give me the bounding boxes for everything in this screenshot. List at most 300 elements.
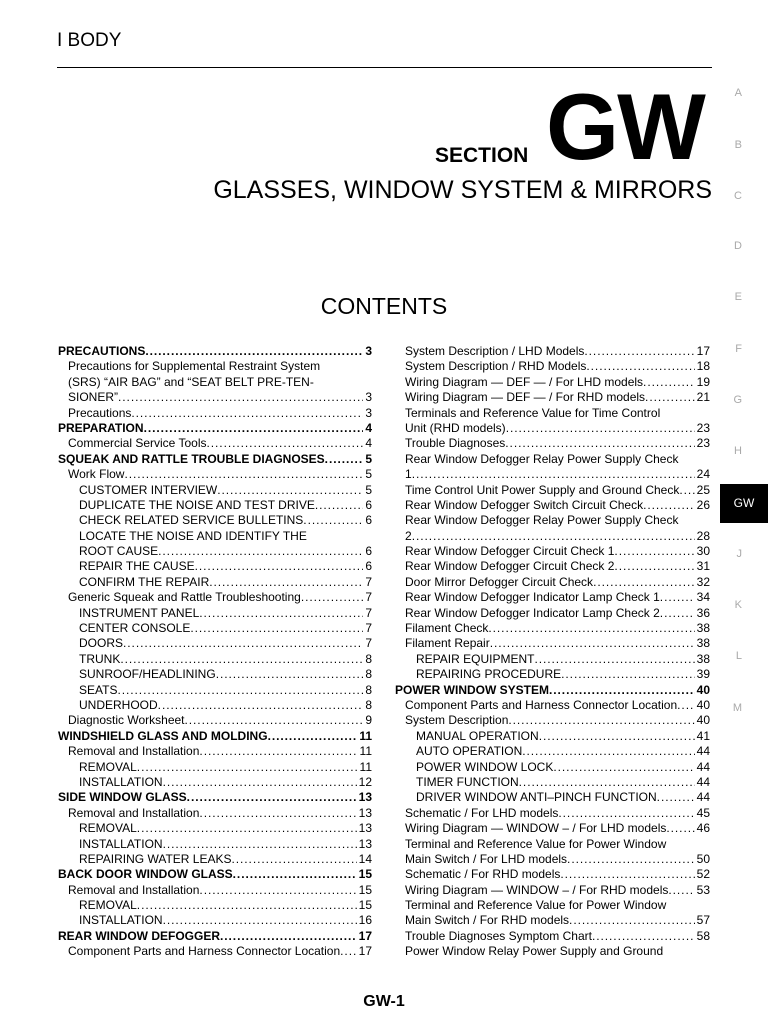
toc-entry-page: 21 [696, 390, 710, 405]
toc-entry-title: REPAIRING PROCEDURE [416, 667, 562, 682]
toc-entry-page: 23 [696, 420, 710, 435]
toc-entry[interactable] [58, 575, 372, 590]
toc-leader-dots [207, 436, 364, 451]
toc-entry-title: Component Parts and Harness Connector Location [405, 697, 678, 712]
section-word: SECTION [435, 144, 529, 167]
toc-entry[interactable] [395, 913, 710, 928]
toc-entry-title: Removal and Installation [68, 744, 200, 759]
side-index-letter[interactable]: H [734, 445, 742, 457]
toc-leader-dots [120, 652, 363, 667]
toc-leader-dots [584, 344, 694, 359]
toc-entry[interactable] [395, 790, 710, 805]
toc-entry-page: 39 [696, 667, 710, 682]
side-index-letter[interactable]: M [732, 702, 742, 714]
toc-entry-page: 5 [365, 467, 372, 482]
toc-entry-title: TIMER FUNCTION [416, 774, 519, 789]
toc-leader-dots [677, 698, 694, 713]
toc-leader-dots [522, 744, 694, 759]
toc-entry[interactable] [395, 390, 710, 405]
toc-leader-dots [519, 775, 695, 790]
toc-leader-dots [561, 667, 695, 682]
toc-entry[interactable] [58, 375, 372, 390]
toc-entry[interactable] [58, 636, 372, 651]
toc-entry-page: 38 [696, 651, 710, 666]
toc-entry-title: Main Switch / For LHD models [405, 851, 568, 866]
toc-entry-title: Trouble Diagnoses [405, 436, 506, 451]
toc-entry[interactable] [58, 590, 372, 605]
toc-leader-dots [145, 344, 363, 359]
toc-leader-dots [539, 729, 695, 744]
toc-entry-page: 52 [696, 867, 710, 882]
side-index-letter[interactable]: L [735, 650, 742, 662]
side-index-letter[interactable]: F [735, 343, 742, 355]
toc-leader-dots [117, 683, 363, 698]
toc-entry[interactable] [58, 359, 372, 374]
toc-entry[interactable] [395, 590, 710, 605]
toc-entry[interactable] [58, 436, 372, 451]
toc-leader-dots [660, 606, 695, 621]
toc-entry-page: 7 [365, 621, 372, 636]
side-index-active-tab[interactable]: GW [720, 484, 768, 523]
toc-entry[interactable] [395, 698, 710, 713]
toc-entry[interactable] [58, 760, 372, 775]
toc-leader-dots [199, 806, 356, 821]
toc-entry-title: POWER WINDOW LOCK [416, 759, 554, 774]
toc-leader-dots [163, 913, 357, 928]
toc-leader-dots [137, 821, 357, 836]
toc-entry-title: (SRS) “AIR BAG” and “SEAT BELT PRE-TEN- [68, 374, 314, 389]
toc-leader-dots [195, 559, 364, 574]
toc-entry-title: INSTALLATION [79, 774, 163, 789]
toc-entry-page: 8 [365, 697, 372, 712]
toc-entry-page: 6 [365, 513, 372, 528]
toc-entry-page: 17 [358, 928, 372, 943]
toc-entry-page: 40 [696, 713, 710, 728]
toc-entry[interactable] [395, 760, 710, 775]
toc-entry-page: 8 [365, 682, 372, 697]
toc-entry-page: 17 [358, 944, 372, 959]
toc-leader-dots [567, 852, 695, 867]
toc-entry-page: 57 [696, 913, 710, 928]
toc-leader-dots [199, 883, 356, 898]
toc-entry[interactable] [395, 775, 710, 790]
toc-entry[interactable] [58, 713, 372, 728]
toc-leader-dots [199, 606, 363, 621]
toc-entry-page: 6 [365, 559, 372, 574]
toc-leader-dots [233, 867, 357, 882]
toc-entry[interactable] [58, 390, 372, 405]
toc-entry-page: 6 [365, 544, 372, 559]
toc-leader-dots [666, 821, 694, 836]
toc-entry[interactable] [395, 806, 710, 821]
toc-entry[interactable] [395, 683, 710, 698]
toc-entry[interactable] [395, 837, 710, 852]
toc-leader-dots [592, 929, 695, 944]
toc-entry-title: Wiring Diagram — WINDOW – / For LHD models [405, 821, 667, 836]
toc-entry-title: DOORS [79, 636, 124, 651]
toc-leader-dots [315, 498, 363, 513]
toc-entry[interactable] [58, 944, 372, 959]
side-index-letter[interactable]: D [734, 240, 742, 252]
toc-leader-dots [549, 683, 695, 698]
toc-leader-dots [657, 790, 695, 805]
toc-entry[interactable] [395, 452, 710, 467]
toc-entry-page: 11 [359, 744, 372, 759]
toc-entry-title: Component Parts and Harness Connector Location [68, 944, 341, 959]
toc-entry-title: REMOVAL [79, 821, 137, 836]
toc-entry-title: Precautions [68, 405, 132, 420]
toc-entry[interactable] [395, 513, 710, 528]
toc-entry-title: Wiring Diagram — DEF — / For RHD models [405, 390, 646, 405]
toc-entry[interactable] [395, 344, 710, 359]
toc-entry-title: UNDERHOOD [79, 697, 158, 712]
toc-entry-page: 36 [696, 605, 710, 620]
toc-entry-page: 18 [696, 359, 710, 374]
toc-leader-dots [643, 375, 695, 390]
toc-entry-title: REPAIR EQUIPMENT [416, 651, 535, 666]
toc-entry-title: Rear Window Defogger Switch Circuit Check [405, 497, 644, 512]
toc-entry[interactable] [58, 852, 372, 867]
toc-entry-title: Rear Window Defogger Relay Power Supply Check [405, 451, 679, 466]
toc-entry-title: Removal and Installation [68, 805, 200, 820]
header-rule [57, 67, 712, 68]
side-index-letter[interactable]: C [734, 190, 742, 202]
toc-entry[interactable] [395, 621, 710, 636]
toc-entry-page: 13 [358, 821, 372, 836]
toc-entry-title: 1 [405, 467, 412, 482]
toc-entry-title: DRIVER WINDOW ANTI–PINCH FUNCTION [416, 790, 657, 805]
toc-entry-page: 3 [365, 344, 372, 358]
toc-entry-title: CHECK RELATED SERVICE BULLETINS [79, 513, 304, 528]
toc-entry[interactable] [58, 821, 372, 836]
toc-entry-page: 44 [696, 774, 710, 789]
toc-entry[interactable] [395, 821, 710, 836]
toc-entry[interactable] [395, 406, 710, 421]
toc-entry[interactable] [395, 483, 710, 498]
toc-entry-page: 44 [696, 759, 710, 774]
toc-entry-page: 24 [696, 467, 710, 482]
toc-entry[interactable] [58, 729, 372, 744]
toc-leader-dots [645, 390, 695, 405]
toc-entry-title: Wiring Diagram — WINDOW – / For RHD models [405, 882, 669, 897]
toc-entry[interactable] [58, 913, 372, 928]
toc-entry[interactable] [58, 929, 372, 944]
toc-entry-title: Rear Window Defogger Circuit Check 2 [405, 559, 615, 574]
toc-entry-title: AUTO OPERATION [416, 744, 523, 759]
toc-entry[interactable] [58, 452, 372, 467]
toc-entry-title: Door Mirror Defogger Circuit Check [405, 574, 594, 589]
toc-leader-dots [185, 713, 364, 728]
toc-entry-title: BACK DOOR WINDOW GLASS [58, 867, 233, 882]
toc-entry-page: 46 [696, 821, 710, 836]
toc-leader-dots [412, 467, 695, 482]
toc-entry[interactable] [58, 421, 372, 436]
toc-entry[interactable] [58, 837, 372, 852]
toc-entry[interactable] [395, 729, 710, 744]
toc-entry-page: 15 [358, 882, 372, 897]
toc-entry-title: PREPARATION [58, 420, 144, 435]
toc-leader-dots [325, 452, 364, 467]
toc-entry-title: MANUAL OPERATION [416, 728, 539, 743]
toc-entry[interactable] [395, 713, 710, 728]
toc-entry[interactable] [395, 652, 710, 667]
toc-entry-page: 25 [696, 482, 710, 497]
toc-leader-dots [560, 867, 694, 882]
toc-entry-page: 44 [696, 744, 710, 759]
toc-entry-title: WINDSHIELD GLASS AND MOLDING [58, 728, 268, 743]
toc-entry[interactable] [58, 698, 372, 713]
toc-leader-dots [137, 898, 357, 913]
toc-entry-page: 53 [696, 882, 710, 897]
toc-entry-title: INSTRUMENT PANEL [79, 605, 200, 620]
toc-leader-dots [231, 852, 356, 867]
toc-entry-page: 7 [365, 590, 372, 605]
toc-entry[interactable] [58, 498, 372, 513]
toc-entry-title: PRECAUTIONS [58, 344, 146, 358]
toc-entry-title: Terminal and Reference Value for Power Window [405, 898, 667, 913]
toc-entry[interactable] [58, 513, 372, 528]
toc-entry-title: LOCATE THE NOISE AND IDENTIFY THE [79, 528, 307, 543]
side-index-letter[interactable]: B [734, 139, 742, 151]
toc-entry[interactable] [58, 683, 372, 698]
toc-leader-dots [586, 359, 694, 374]
toc-entry-page: 28 [696, 528, 710, 543]
side-index-letter[interactable]: E [734, 291, 742, 303]
toc-entry-page: 31 [696, 559, 710, 574]
toc-entry[interactable] [58, 790, 372, 805]
toc-entry[interactable] [395, 544, 710, 559]
toc-right-column [395, 344, 710, 960]
toc-entry-title: TRUNK [79, 651, 121, 666]
toc-entry[interactable] [58, 483, 372, 498]
toc-leader-dots [534, 652, 694, 667]
toc-entry-page: 6 [365, 497, 372, 512]
toc-leader-dots [158, 698, 364, 713]
toc-entry-title: REAR WINDOW DEFOGGER [58, 928, 220, 943]
toc-entry[interactable] [395, 359, 710, 374]
toc-entry[interactable] [395, 636, 710, 651]
toc-entry-page: 44 [696, 790, 710, 805]
group-label: I BODY [57, 30, 122, 51]
toc-entry-page: 15 [358, 898, 372, 913]
toc-leader-dots [569, 913, 695, 928]
toc-entry-page: 13 [358, 836, 372, 851]
toc-entry[interactable] [395, 375, 710, 390]
toc-entry-title: DUPLICATE THE NOISE AND TEST DRIVE [79, 497, 315, 512]
toc-entry[interactable] [395, 667, 710, 682]
toc-leader-dots [508, 713, 694, 728]
toc-entry-title: REMOVAL [79, 759, 137, 774]
section-code: GW [546, 74, 704, 179]
toc-entry-title: POWER WINDOW SYSTEM [395, 682, 549, 697]
toc-entry-page: 7 [365, 605, 372, 620]
toc-leader-dots [124, 467, 363, 482]
toc-entry-page: 5 [365, 482, 372, 497]
toc-entry-title: INSTALLATION [79, 836, 163, 851]
toc-leader-dots [216, 667, 364, 682]
side-index-letter[interactable]: A [734, 87, 742, 99]
toc-leader-dots [488, 621, 694, 636]
toc-left-column [58, 344, 372, 960]
page-number: GW-1 [363, 993, 405, 1010]
toc-entry-page: 40 [696, 697, 710, 712]
toc-entry-title: Power Window Relay Power Supply and Ground [405, 944, 664, 959]
toc-entry[interactable] [58, 621, 372, 636]
toc-entry-title: Work Flow [68, 467, 125, 482]
toc-entry[interactable] [395, 867, 710, 882]
toc-entry-page: 7 [365, 636, 372, 651]
toc-entry-page: 23 [696, 436, 710, 451]
section-title: GLASSES, WINDOW SYSTEM & MIRRORS [213, 176, 712, 204]
toc-entry-page: 7 [365, 574, 372, 589]
toc-leader-dots [614, 544, 694, 559]
toc-entry-page: 38 [696, 636, 710, 651]
side-index-letter[interactable]: G [733, 394, 742, 406]
toc-entry-page: 12 [358, 774, 372, 789]
toc-entry-title: Generic Squeak and Rattle Troubleshooting [68, 590, 301, 605]
toc-entry[interactable] [395, 944, 710, 959]
side-index-letter[interactable]: K [734, 599, 742, 611]
toc-leader-dots [163, 775, 357, 790]
toc-entry-title: INSTALLATION [79, 913, 163, 928]
toc-entry-title: CUSTOMER INTERVIEW [79, 482, 218, 497]
toc-entry[interactable] [395, 929, 710, 944]
toc-entry-title: Terminal and Reference Value for Power Window [405, 836, 667, 851]
toc-leader-dots [217, 483, 363, 498]
toc-entry-title: Schematic / For LHD models [405, 805, 559, 820]
toc-entry[interactable] [58, 544, 372, 559]
toc-entry-title: Diagnostic Worksheet [68, 713, 185, 728]
toc-entry[interactable] [58, 652, 372, 667]
toc-leader-dots [118, 390, 363, 405]
toc-leader-dots [137, 760, 358, 775]
toc-leader-dots [668, 883, 694, 898]
toc-leader-dots [144, 421, 364, 436]
toc-entry-page: 40 [696, 682, 710, 697]
toc-entry[interactable] [58, 775, 372, 790]
toc-entry-title: Filament Check [405, 621, 489, 636]
toc-entry-title: Rear Window Defogger Circuit Check 1 [405, 544, 615, 559]
toc-entry[interactable] [58, 898, 372, 913]
toc-entry[interactable] [58, 606, 372, 621]
toc-entry[interactable] [395, 898, 710, 913]
toc-leader-dots [199, 744, 357, 759]
toc-entry-title: CONFIRM THE REPAIR [79, 574, 210, 589]
side-index [720, 0, 768, 1024]
toc-entry[interactable] [58, 406, 372, 421]
toc-entry-title: Schematic / For RHD models [405, 867, 561, 882]
toc-entry-title: Unit (RHD models) [405, 420, 506, 435]
toc-entry-page: 32 [696, 574, 710, 589]
toc-entry[interactable] [395, 744, 710, 759]
toc-leader-dots [553, 760, 694, 775]
toc-entry-page: 8 [365, 667, 372, 682]
toc-leader-dots [158, 544, 363, 559]
toc-entry[interactable] [58, 467, 372, 482]
toc-entry-title: Rear Window Defogger Relay Power Supply Check [405, 513, 679, 528]
toc-entry[interactable] [395, 498, 710, 513]
toc-leader-dots [660, 590, 695, 605]
toc-entry-title: Removal and Installation [68, 882, 200, 897]
toc-entry-title: 2 [405, 528, 412, 543]
toc-leader-dots [558, 806, 694, 821]
toc-entry-title: SQUEAK AND RATTLE TROUBLE DIAGNOSES [58, 451, 325, 466]
toc-leader-dots [220, 929, 357, 944]
toc-entry-title: Terminals and Reference Value for Time Control [405, 405, 661, 420]
toc-entry[interactable] [395, 883, 710, 898]
toc-entry-page: 38 [696, 621, 710, 636]
toc-leader-dots [412, 529, 695, 544]
toc-entry-title: SIDE WINDOW GLASS [58, 790, 187, 805]
toc-entry-title: CENTER CONSOLE [79, 621, 191, 636]
toc-entry-title: REPAIRING WATER LEAKS [79, 851, 232, 866]
toc-entry-page: 15 [358, 867, 372, 882]
toc-leader-dots [163, 837, 357, 852]
toc-entry[interactable] [58, 883, 372, 898]
toc-entry-page: 11 [359, 759, 372, 774]
toc-entry[interactable] [395, 529, 710, 544]
toc-entry-page: 11 [359, 728, 372, 743]
toc-entry-page: 14 [358, 851, 372, 866]
toc-entry-title: Time Control Unit Power Supply and Ground Check [405, 482, 680, 497]
toc-entry-title: System Description / LHD Models [405, 344, 585, 358]
toc-entry[interactable] [395, 436, 710, 451]
toc-entry[interactable] [58, 344, 372, 359]
toc-entry[interactable] [58, 529, 372, 544]
toc-entry[interactable] [58, 559, 372, 574]
toc-entry-page: 17 [696, 344, 710, 358]
toc-leader-dots [123, 636, 363, 651]
toc-entry-title: Rear Window Defogger Indicator Lamp Check 1 [405, 590, 660, 605]
toc-entry-page: 13 [358, 790, 372, 805]
toc-leader-dots [209, 575, 363, 590]
toc-leader-dots [505, 436, 694, 451]
toc-entry[interactable] [58, 744, 372, 759]
toc-leader-dots [643, 498, 695, 513]
toc-entry[interactable] [395, 421, 710, 436]
toc-entry-page: 50 [696, 851, 710, 866]
toc-entry[interactable] [395, 467, 710, 482]
toc-entry[interactable] [395, 606, 710, 621]
toc-entry-page: 13 [358, 805, 372, 820]
toc-entry-page: 19 [696, 374, 710, 389]
toc-leader-dots [190, 621, 363, 636]
toc-entry-page: 5 [365, 451, 372, 466]
toc-entry-title: Rear Window Defogger Indicator Lamp Check 2 [405, 605, 660, 620]
toc-leader-dots [506, 421, 695, 436]
toc-entry[interactable] [58, 806, 372, 821]
toc-entry[interactable] [58, 667, 372, 682]
toc-leader-dots [303, 513, 363, 528]
toc-entry-title: Precautions for Supplemental Restraint System [68, 359, 321, 374]
toc-entry-title: System Description / RHD Models [405, 359, 587, 374]
toc-entry[interactable] [395, 575, 710, 590]
side-index-letter[interactable]: J [736, 548, 742, 560]
toc-entry-page: 4 [365, 420, 372, 435]
toc-entry-title: System Description [405, 713, 509, 728]
toc-entry-title: ROOT CAUSE [79, 544, 159, 559]
toc-entry-page: 34 [696, 590, 710, 605]
toc-entry-title: SEATS [79, 682, 118, 697]
toc-entry[interactable] [395, 559, 710, 574]
toc-entry[interactable] [395, 852, 710, 867]
toc-entry-page: 3 [365, 390, 372, 405]
toc-entry-page: 4 [365, 436, 372, 451]
toc-leader-dots [187, 790, 357, 805]
toc-leader-dots [131, 406, 363, 421]
toc-entry-page: 8 [365, 651, 372, 666]
toc-entry[interactable] [58, 867, 372, 882]
